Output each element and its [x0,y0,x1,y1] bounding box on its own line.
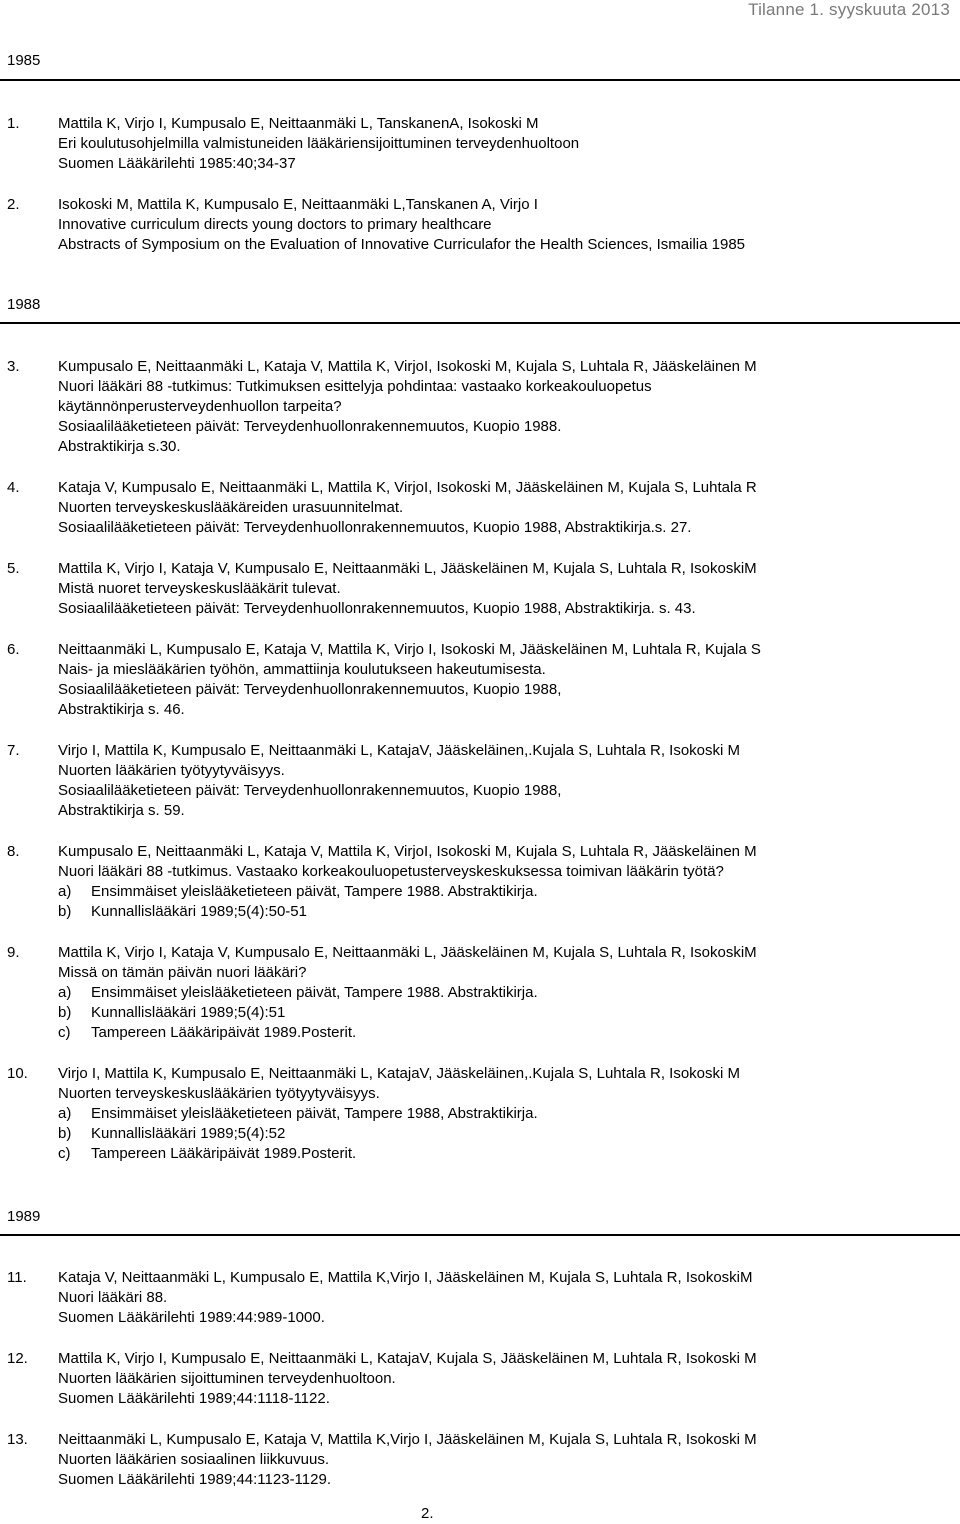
sub-item-letter: c) [58,1024,71,1041]
publication-entry-6 [7,640,947,720]
entry-authors: Kataja V, Kumpusalo E, Neittaanmäki L, Mattila K, VirjoI, Isokoski M, Jääskeläinen M, Kujala S, Luhtala R [58,479,757,496]
entry-authors: Mattila K, Virjo I, Kataja V, Kumpusalo E, Neittaanmäki L, Jääskeläinen M, Kujala S, Luhtala R, IsokoskiM [58,944,757,961]
entry-source: Suomen Lääkärilehti 1989;44:1123-1129. [58,1471,331,1488]
entry-number: 8. [7,843,20,860]
entry-number: 13. [7,1431,28,1448]
sub-item-letter: a) [58,984,72,1001]
year-heading-1988: 1988 [7,296,41,313]
publication-entry-10 [7,1064,947,1164]
section-divider [0,322,960,324]
publication-entry-2 [7,195,947,255]
year-heading-1989: 1989 [7,1208,41,1225]
publication-entry-11 [7,1268,947,1328]
entry-authors: Mattila K, Virjo I, Kataja V, Kumpusalo E, Neittaanmäki L, Jääskeläinen M, Kujala S, Luhtala R, IsokoskiM [58,560,757,577]
entry-authors: Neittaanmäki L, Kumpusalo E, Kataja V, Mattila K,Virjo I, Jääskeläinen M, Kujala S, Luhtala R, Isokoski M [58,1431,757,1448]
entry-number: 12. [7,1350,28,1367]
entry-number: 6. [7,641,20,658]
entry-number: 4. [7,479,20,496]
entry-number: 11. [7,1269,27,1286]
entry-number: 9. [7,944,20,961]
entry-title: Missä on tämän päivän nuori lääkäri? [58,964,307,981]
publication-entry-13 [7,1430,947,1490]
entry-title: Nuorten lääkärien työtyytyväisyys. [58,762,285,779]
entry-authors: Isokoski M, Mattila K, Kumpusalo E, Neittaanmäki L,Tanskanen A, Virjo I [58,196,538,213]
sub-item-text: Kunnallislääkäri 1989;5(4):51 [91,1004,286,1021]
entry-source: Abstracts of Symposium on the Evaluation of Innovative Curriculafor the Health Sciences, Ismailia 1985 [58,236,746,253]
entry-title: Innovative curriculum directs young doctors to primary healthcare [58,216,492,233]
entry-source: Sosiaalilääketieteen päivät: Terveydenhuollonrakennemuutos, Kuopio 1988. [58,418,562,435]
entry-source: Abstraktikirja s. 46. [58,701,185,718]
sub-item-letter: b) [58,1004,72,1021]
sub-item-letter: a) [58,883,72,900]
publication-entry-1 [7,114,947,174]
sub-item-text: Ensimmäiset yleislääketieteen päivät, Tampere 1988, Abstraktikirja. [91,1105,538,1122]
entry-number: 1. [7,115,20,132]
sub-item-letter: c) [58,1145,71,1162]
entry-source: Abstraktikirja s.30. [58,438,181,455]
entry-authors: Virjo I, Mattila K, Kumpusalo E, Neittaanmäki L, KatajaV, Jääskeläinen,.Kujala S, Luhtala R, Isokoski M [58,742,741,759]
entry-title: Nuorten lääkärien sosiaalinen liikkuvuus. [58,1451,329,1468]
document-status-date: Tilanne 1. syyskuuta 2013 [748,0,950,19]
sub-item-text: Kunnallislääkäri 1989;5(4):50-51 [91,903,307,920]
entry-sub-item [58,1124,947,1144]
entry-source: Sosiaalilääketieteen päivät: Terveydenhuollonrakennemuutos, Kuopio 1988, Abstraktikirja.s. 27. [58,519,692,536]
entry-source: Suomen Lääkärilehti 1989;44:1118-1122. [58,1390,330,1407]
entry-sub-item [58,882,947,902]
sub-item-text: Kunnallislääkäri 1989;5(4):52 [91,1125,286,1142]
section-divider [0,79,960,81]
sub-item-letter: b) [58,903,72,920]
entry-source: Suomen Lääkärilehti 1985:40;34-37 [58,155,296,172]
entry-title: Nuori lääkäri 88 -tutkimus. Vastaako korkeakouluopetusterveyskeskuksessa toimivan lääkärin työtä? [58,863,724,880]
entry-sub-item [58,1104,947,1124]
entry-authors: Virjo I, Mattila K, Kumpusalo E, Neittaanmäki L, KatajaV, Jääskeläinen,.Kujala S, Luhtala R, Isokoski M [58,1065,741,1082]
entry-authors: Kataja V, Neittaanmäki L, Kumpusalo E, Mattila K,Virjo I, Jääskeläinen M, Kujala S, Luhtala R, IsokoskiM [58,1269,753,1286]
sub-item-letter: a) [58,1105,72,1122]
entry-sub-item [58,1144,947,1164]
sub-item-text: Ensimmäiset yleislääketieteen päivät, Tampere 1988. Abstraktikirja. [91,883,538,900]
entry-source: Sosiaalilääketieteen päivät: Terveydenhuollonrakennemuutos, Kuopio 1988, Abstraktikirja. s. 43. [58,600,696,617]
publication-entry-7 [7,741,947,821]
entry-number: 10. [7,1065,28,1082]
entry-authors: Mattila K, Virjo I, Kumpusalo E, Neittaanmäki L, TanskanenA, Isokoski M [58,115,539,132]
sub-item-text: Tampereen Lääkäripäivät 1989.Posterit. [91,1145,357,1162]
page-number: 2. [421,1505,434,1522]
sub-item-text: Tampereen Lääkäripäivät 1989.Posterit. [91,1024,357,1041]
section-divider [0,1234,960,1236]
entry-title: Nuorten lääkärien sijoittuminen terveydenhuoltoon. [58,1370,396,1387]
entry-title: käytännönperusterveydenhuollon tarpeita? [58,398,342,415]
year-heading-1985: 1985 [7,52,41,69]
entry-source: Suomen Lääkärilehti 1989:44:989-1000. [58,1309,325,1326]
entry-authors: Kumpusalo E, Neittaanmäki L, Kataja V, Mattila K, VirjoI, Isokoski M, Kujala S, Luhtala R, Jääskeläinen M [58,358,757,375]
entry-sub-item [58,902,947,922]
entry-source: Abstraktikirja s. 59. [58,802,185,819]
entry-title: Nais- ja mieslääkärien työhön, ammattiinja koulutukseen hakeutumisesta. [58,661,546,678]
entry-number: 7. [7,742,20,759]
sub-item-text: Ensimmäiset yleislääketieteen päivät, Tampere 1988. Abstraktikirja. [91,984,538,1001]
entry-authors: Mattila K, Virjo I, Kumpusalo E, Neittaanmäki L, KatajaV, Kujala S, Jääskeläinen M, Luhtala R, Isokoski M [58,1350,757,1367]
entry-sub-item [58,1023,947,1043]
publication-entry-4 [7,478,947,538]
entry-source: Sosiaalilääketieteen päivät: Terveydenhuollonrakennemuutos, Kuopio 1988, [58,681,562,698]
entry-source: Sosiaalilääketieteen päivät: Terveydenhuollonrakennemuutos, Kuopio 1988, [58,782,562,799]
entry-title: Mistä nuoret terveyskeskuslääkärit tulevat. [58,580,341,597]
sub-item-letter: b) [58,1125,72,1142]
entry-title: Eri koulutusohjelmilla valmistuneiden lääkäriensijoittuminen terveydenhuoltoon [58,135,580,152]
publication-entry-9 [7,943,947,1043]
entry-title: Nuorten terveyskeskuslääkärien työtyytyväisyys. [58,1085,380,1102]
publication-entry-12 [7,1349,947,1409]
entry-authors: Neittaanmäki L, Kumpusalo E, Kataja V, Mattila K, Virjo I, Isokoski M, Jääskeläinen M, Luhtala R, Kujala S [58,641,761,658]
entry-sub-item [58,1003,947,1023]
entry-title: Nuorten terveyskeskuslääkäreiden urasuunnitelmat. [58,499,404,516]
publication-entry-3 [7,357,947,457]
entry-title: Nuori lääkäri 88. [58,1289,168,1306]
publication-entry-5 [7,559,947,619]
entry-number: 2. [7,196,20,213]
entry-authors: Kumpusalo E, Neittaanmäki L, Kataja V, Mattila K, VirjoI, Isokoski M, Kujala S, Luhtala R, Jääskeläinen M [58,843,757,860]
publication-entry-8 [7,842,947,922]
entry-sub-item [58,983,947,1003]
entry-title: Nuori lääkäri 88 -tutkimus: Tutkimuksen esittelyja pohdintaa: vastaako korkeakouluopetus [58,378,652,395]
entry-number: 5. [7,560,20,577]
entry-number: 3. [7,358,20,375]
